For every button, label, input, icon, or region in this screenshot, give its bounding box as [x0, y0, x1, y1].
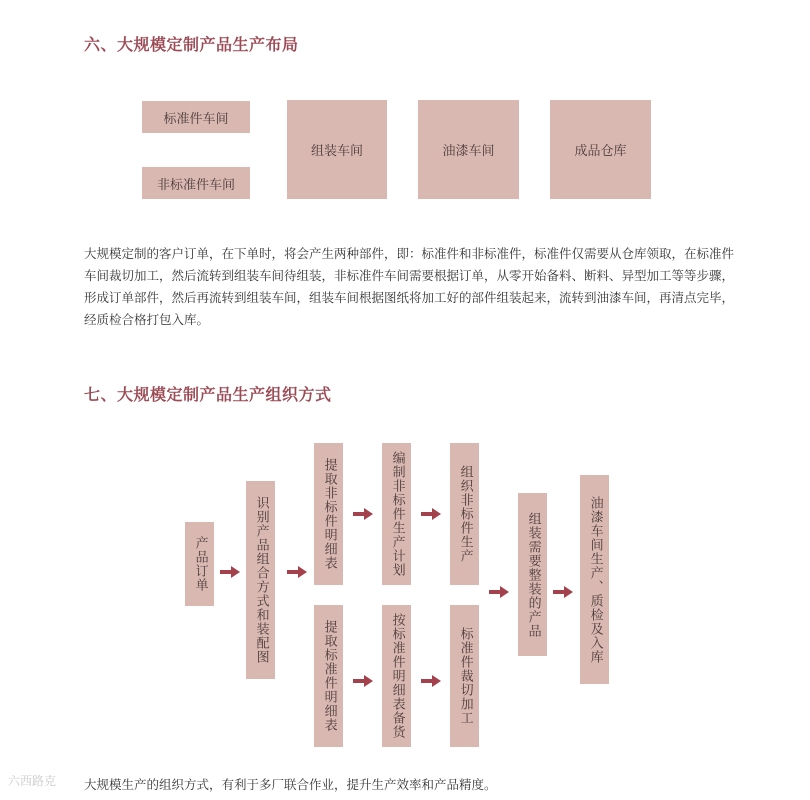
flow-box-identify [246, 481, 275, 679]
arrow-right-icon [421, 508, 441, 520]
arrow-right-icon [220, 566, 240, 578]
arrow-right-icon [287, 566, 307, 578]
flow-box-produce-nonstandard [450, 443, 479, 585]
flow-box-paint-qc [580, 475, 609, 684]
section-6-paragraph: 大规模定制的客户订单，在下单时，将会产生两种部件，即：标准件和非标准件，标准件仅需要从仓库领取，在标准件车间裁切加工，然后流转到组装车间待组装，非标准件车间需要根据订单，从零开始备料、断料、异型加工等等步骤，形成订单部件，然后再流转到组装车间，组装车间根据图纸将加工好的部件组装起来，流转到油漆车间，再清点完毕，经质检合格打包入库。 [84, 246, 735, 327]
flow-label-plan-nonstandard: 编制非标件生产计划 [389, 451, 405, 577]
finished-goods-warehouse-label: 成品仓库 [574, 144, 627, 159]
flow-box-order [185, 522, 214, 606]
flow-box-extract-nonstandard [314, 443, 343, 585]
section-7-paragraph: 大规模生产的组织方式，有利于多厂联合作业，提升生产效率和产品精度。 [84, 777, 497, 792]
arrow-right-icon [553, 586, 573, 598]
flow-label-order: 产品订单 [192, 536, 208, 592]
paint-workshop-label: 油漆车间 [442, 144, 495, 159]
flow-box-extract-standard [314, 605, 343, 747]
arrow-right-icon [489, 586, 509, 598]
nonstandard-parts-workshop-box [142, 167, 250, 199]
flow-box-prepare-standard [382, 605, 411, 747]
arrow-right-icon [421, 675, 441, 687]
standard-parts-workshop-box [142, 101, 250, 133]
flow-label-identify: 识别产品组合方式和装配图 [253, 496, 269, 664]
section-6-heading: 六、大规模定制产品生产布局 [84, 35, 299, 54]
flow-label-produce-nonstandard: 组织非标件生产 [457, 465, 473, 563]
flow-label-prepare-standard: 按标准件明细表备货 [389, 613, 405, 739]
assembly-workshop-box [287, 100, 387, 199]
watermark: 六西路克 [8, 774, 57, 788]
flow-box-cut-standard [450, 605, 479, 747]
paint-workshop-box [418, 100, 519, 199]
flow-label-extract-nonstandard: 提取非标件明细表 [321, 458, 337, 570]
standard-parts-workshop-label: 标准件车间 [163, 111, 229, 127]
section-7-heading: 七、大规模定制产品生产组织方式 [84, 385, 332, 404]
flow-label-paint-qc: 油漆车间生产、质检及入库 [587, 495, 603, 664]
flow-box-assemble [518, 493, 547, 656]
nonstandard-parts-workshop-label: 非标准件车间 [156, 177, 235, 193]
arrow-right-icon [353, 508, 373, 520]
assembly-workshop-label: 组装车间 [310, 144, 363, 159]
flow-box-plan-nonstandard [382, 443, 411, 585]
flow-label-extract-standard: 提取标准件明细表 [321, 620, 337, 732]
arrow-right-icon [353, 675, 373, 687]
flow-label-cut-standard: 标准件裁切加工 [457, 627, 473, 725]
flow-label-assemble: 组装需要整装的产品 [525, 511, 541, 638]
finished-goods-warehouse-box [550, 100, 651, 199]
